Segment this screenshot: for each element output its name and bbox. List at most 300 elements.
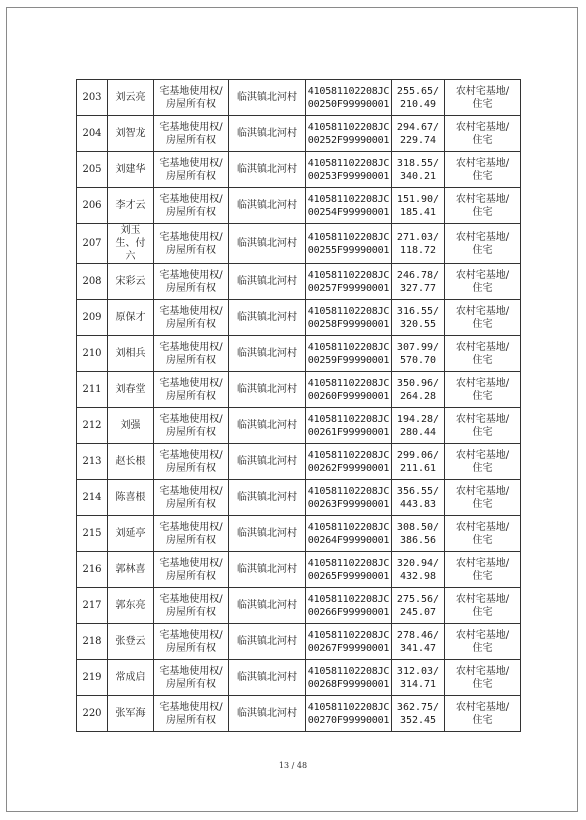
table-row	[77, 660, 521, 696]
cell-owner-name-line: 六	[125, 251, 136, 262]
cell-owner-name-line: 张登云	[115, 636, 146, 647]
cell-area-line: 320.55	[399, 318, 437, 330]
cell-owner-name-line: 刘春堂	[115, 384, 146, 395]
cell-number: 212	[77, 408, 108, 444]
cell-usage-line: 农村宅基地/	[455, 193, 510, 205]
cell-area-line: 432.98	[399, 570, 437, 582]
cell-right-type-line: 宅基地使用权/	[159, 121, 223, 133]
cell-area	[392, 516, 445, 552]
cell-owner-name-line: 张军海	[115, 708, 146, 719]
cell-area	[392, 624, 445, 660]
cell-area-line: 299.06/	[396, 449, 440, 461]
cell-right-type-line: 宅基地使用权/	[159, 377, 223, 389]
cell-owner-name-line: 李才云	[115, 200, 146, 211]
cell-area-line: 352.45	[399, 714, 437, 726]
cell-number: 214	[77, 480, 108, 516]
cell-usage	[445, 408, 521, 444]
cell-location: 临淇镇北河村	[229, 300, 306, 336]
cell-area-line: 386.56	[399, 534, 437, 546]
cell-usage-line: 住宅	[472, 134, 493, 146]
cell-number: 215	[77, 516, 108, 552]
cell-location: 临淇镇北河村	[229, 336, 306, 372]
table-row	[77, 372, 521, 408]
cell-area-line: 318.55/	[396, 157, 440, 169]
cell-right-type	[154, 372, 229, 408]
cell-unit-code-line: 00261F99990001	[307, 426, 390, 438]
cell-usage-line: 农村宅基地/	[455, 413, 510, 425]
cell-owner-name-line: 赵长根	[115, 456, 146, 467]
cell-usage	[445, 188, 521, 224]
table-row	[77, 624, 521, 660]
cell-owner-name	[108, 336, 154, 372]
cell-usage	[445, 660, 521, 696]
cell-unit-code-line: 410581102208JC	[307, 413, 390, 425]
cell-location: 临淇镇北河村	[229, 188, 306, 224]
cell-usage-line: 农村宅基地/	[455, 341, 510, 353]
registry-table-body	[77, 80, 521, 732]
cell-owner-name	[108, 552, 154, 588]
cell-area-line: 341.47	[399, 642, 437, 654]
cell-unit-code-line: 410581102208JC	[307, 157, 390, 169]
cell-area	[392, 480, 445, 516]
cell-unit-code	[306, 116, 392, 152]
cell-location: 临淇镇北河村	[229, 624, 306, 660]
cell-usage-line: 住宅	[472, 534, 493, 546]
cell-owner-name-line: 郭东亮	[115, 600, 146, 611]
cell-right-type-line: 宅基地使用权/	[159, 701, 223, 713]
cell-right-type	[154, 516, 229, 552]
cell-right-type-line: 宅基地使用权/	[159, 231, 223, 243]
cell-area	[392, 372, 445, 408]
cell-number: 218	[77, 624, 108, 660]
cell-area	[392, 444, 445, 480]
cell-unit-code-line: 410581102208JC	[307, 121, 390, 133]
cell-right-type-line: 宅基地使用权/	[159, 341, 223, 353]
cell-usage	[445, 224, 521, 264]
cell-area-line: 118.72	[399, 244, 437, 256]
cell-number: 204	[77, 116, 108, 152]
cell-number: 210	[77, 336, 108, 372]
cell-area-line: 327.77	[399, 282, 437, 294]
cell-usage	[445, 588, 521, 624]
cell-right-type-line: 宅基地使用权/	[159, 413, 223, 425]
cell-unit-code	[306, 552, 392, 588]
cell-unit-code	[306, 516, 392, 552]
cell-unit-code-line: 00264F99990001	[307, 534, 390, 546]
cell-unit-code-line: 00253F99990001	[307, 170, 390, 182]
cell-usage-line: 农村宅基地/	[455, 449, 510, 461]
cell-number: 217	[77, 588, 108, 624]
cell-location: 临淇镇北河村	[229, 444, 306, 480]
cell-owner-name-line: 刘云亮	[115, 92, 146, 103]
cell-unit-code	[306, 224, 392, 264]
cell-usage-line: 住宅	[472, 170, 493, 182]
cell-usage-line: 农村宅基地/	[455, 305, 510, 317]
page-number: 13 / 48	[278, 761, 308, 770]
cell-area-line: 185.41	[399, 206, 437, 218]
cell-unit-code	[306, 80, 392, 116]
cell-area	[392, 224, 445, 264]
cell-location: 临淇镇北河村	[229, 552, 306, 588]
cell-unit-code-line: 00267F99990001	[307, 642, 390, 654]
cell-usage-line: 农村宅基地/	[455, 665, 510, 677]
cell-usage-line: 住宅	[472, 318, 493, 330]
cell-area-line: 194.28/	[396, 413, 440, 425]
cell-unit-code-line: 410581102208JC	[307, 269, 390, 281]
cell-owner-name-line: 郭林喜	[115, 564, 146, 575]
cell-owner-name-line: 刘相兵	[115, 348, 146, 359]
cell-usage-line: 农村宅基地/	[455, 269, 510, 281]
cell-usage-line: 农村宅基地/	[455, 231, 510, 243]
cell-unit-code-line: 00259F99990001	[307, 354, 390, 366]
cell-owner-name	[108, 372, 154, 408]
cell-right-type-line: 房屋所有权	[166, 206, 216, 218]
cell-location: 临淇镇北河村	[229, 80, 306, 116]
cell-right-type	[154, 444, 229, 480]
cell-area-line: 255.65/	[396, 85, 440, 97]
table-row	[77, 152, 521, 188]
cell-area-line: 264.28	[399, 390, 437, 402]
cell-number: 209	[77, 300, 108, 336]
cell-usage	[445, 336, 521, 372]
cell-unit-code-line: 410581102208JC	[307, 557, 390, 569]
cell-right-type	[154, 624, 229, 660]
cell-right-type-line: 房屋所有权	[166, 714, 216, 726]
cell-usage	[445, 116, 521, 152]
cell-right-type-line: 房屋所有权	[166, 244, 216, 256]
cell-right-type	[154, 480, 229, 516]
cell-number: 206	[77, 188, 108, 224]
table-row	[77, 480, 521, 516]
cell-usage-line: 住宅	[472, 354, 493, 366]
cell-right-type-line: 房屋所有权	[166, 462, 216, 474]
cell-owner-name	[108, 264, 154, 300]
cell-unit-code-line: 00255F99990001	[307, 244, 390, 256]
cell-usage-line: 住宅	[472, 642, 493, 654]
cell-owner-name	[108, 152, 154, 188]
cell-unit-code	[306, 444, 392, 480]
cell-area-line: 211.61	[399, 462, 437, 474]
cell-area-line: 294.67/	[396, 121, 440, 133]
cell-right-type-line: 房屋所有权	[166, 678, 216, 690]
cell-owner-name	[108, 480, 154, 516]
cell-area-line: 362.75/	[396, 701, 440, 713]
cell-owner-name	[108, 660, 154, 696]
cell-usage-line: 农村宅基地/	[455, 377, 510, 389]
cell-right-type	[154, 336, 229, 372]
cell-location: 临淇镇北河村	[229, 480, 306, 516]
cell-number: 208	[77, 264, 108, 300]
cell-right-type	[154, 552, 229, 588]
cell-usage-line: 住宅	[472, 390, 493, 402]
cell-usage	[445, 552, 521, 588]
cell-number: 207	[77, 224, 108, 264]
cell-right-type	[154, 660, 229, 696]
cell-unit-code-line: 410581102208JC	[307, 701, 390, 713]
cell-unit-code	[306, 696, 392, 732]
cell-area-line: 356.55/	[396, 485, 440, 497]
cell-area-line: 312.03/	[396, 665, 440, 677]
cell-owner-name-line: 宋彩云	[115, 276, 146, 287]
cell-location: 临淇镇北河村	[229, 660, 306, 696]
cell-area-line: 314.71	[399, 678, 437, 690]
cell-area-line: 246.78/	[396, 269, 440, 281]
cell-area-line: 278.46/	[396, 629, 440, 641]
cell-unit-code-line: 410581102208JC	[307, 341, 390, 353]
cell-area	[392, 264, 445, 300]
cell-area-line: 570.70	[399, 354, 437, 366]
cell-unit-code	[306, 588, 392, 624]
cell-right-type-line: 房屋所有权	[166, 390, 216, 402]
cell-right-type-line: 宅基地使用权/	[159, 521, 223, 533]
cell-right-type-line: 房屋所有权	[166, 170, 216, 182]
cell-number: 220	[77, 696, 108, 732]
cell-area-line: 151.90/	[396, 193, 440, 205]
cell-area	[392, 336, 445, 372]
cell-number: 219	[77, 660, 108, 696]
cell-owner-name	[108, 80, 154, 116]
cell-number: 216	[77, 552, 108, 588]
cell-area	[392, 408, 445, 444]
cell-usage-line: 农村宅基地/	[455, 629, 510, 641]
cell-unit-code-line: 00250F99990001	[307, 98, 390, 110]
cell-unit-code-line: 00263F99990001	[307, 498, 390, 510]
registry-table	[76, 79, 521, 732]
cell-location: 临淇镇北河村	[229, 264, 306, 300]
cell-right-type-line: 房屋所有权	[166, 282, 216, 294]
cell-usage-line: 住宅	[472, 206, 493, 218]
cell-unit-code-line: 410581102208JC	[307, 193, 390, 205]
cell-usage-line: 住宅	[472, 570, 493, 582]
cell-usage-line: 住宅	[472, 678, 493, 690]
cell-usage-line: 住宅	[472, 606, 493, 618]
table-row	[77, 336, 521, 372]
cell-area-line: 275.56/	[396, 593, 440, 605]
cell-usage-line: 住宅	[472, 244, 493, 256]
cell-owner-name	[108, 224, 154, 264]
cell-number: 203	[77, 80, 108, 116]
table-row	[77, 188, 521, 224]
cell-unit-code-line: 00266F99990001	[307, 606, 390, 618]
cell-usage-line: 住宅	[472, 714, 493, 726]
table-row	[77, 444, 521, 480]
cell-owner-name-line: 刘建华	[115, 164, 146, 175]
cell-usage	[445, 444, 521, 480]
cell-area-line: 210.49	[399, 98, 437, 110]
cell-owner-name-line: 刘智龙	[115, 128, 146, 139]
cell-right-type-line: 房屋所有权	[166, 498, 216, 510]
cell-number: 211	[77, 372, 108, 408]
cell-right-type-line: 房屋所有权	[166, 426, 216, 438]
cell-area-line: 308.50/	[396, 521, 440, 533]
cell-unit-code-line: 410581102208JC	[307, 449, 390, 461]
cell-owner-name-line: 常成启	[115, 672, 146, 683]
cell-usage	[445, 264, 521, 300]
cell-usage-line: 农村宅基地/	[455, 485, 510, 497]
cell-right-type	[154, 152, 229, 188]
cell-usage-line: 农村宅基地/	[455, 557, 510, 569]
cell-unit-code	[306, 188, 392, 224]
cell-usage-line: 住宅	[472, 498, 493, 510]
cell-right-type-line: 房屋所有权	[166, 354, 216, 366]
cell-owner-name	[108, 444, 154, 480]
table-row	[77, 552, 521, 588]
cell-usage	[445, 300, 521, 336]
cell-usage-line: 农村宅基地/	[455, 593, 510, 605]
cell-unit-code-line: 00268F99990001	[307, 678, 390, 690]
cell-owner-name	[108, 188, 154, 224]
cell-area-line: 350.96/	[396, 377, 440, 389]
cell-unit-code-line: 410581102208JC	[307, 665, 390, 677]
cell-area	[392, 300, 445, 336]
cell-area	[392, 152, 445, 188]
cell-right-type-line: 宅基地使用权/	[159, 269, 223, 281]
cell-area-line: 229.74	[399, 134, 437, 146]
cell-owner-name-line: 生、付	[115, 238, 146, 249]
cell-right-type-line: 房屋所有权	[166, 642, 216, 654]
cell-right-type-line: 宅基地使用权/	[159, 85, 223, 97]
cell-right-type-line: 房屋所有权	[166, 570, 216, 582]
cell-right-type	[154, 224, 229, 264]
cell-usage-line: 住宅	[472, 282, 493, 294]
cell-number: 205	[77, 152, 108, 188]
cell-right-type-line: 房屋所有权	[166, 534, 216, 546]
cell-right-type-line: 宅基地使用权/	[159, 593, 223, 605]
cell-area	[392, 588, 445, 624]
cell-unit-code-line: 410581102208JC	[307, 305, 390, 317]
cell-owner-name-line: 刘延亭	[115, 528, 146, 539]
cell-right-type-line: 房屋所有权	[166, 318, 216, 330]
cell-usage	[445, 152, 521, 188]
cell-right-type-line: 宅基地使用权/	[159, 485, 223, 497]
table-row	[77, 224, 521, 264]
cell-area	[392, 80, 445, 116]
cell-owner-name	[108, 116, 154, 152]
table-row	[77, 516, 521, 552]
cell-location: 临淇镇北河村	[229, 408, 306, 444]
cell-owner-name-line: 刘玉	[120, 225, 141, 236]
cell-owner-name	[108, 408, 154, 444]
cell-owner-name	[108, 300, 154, 336]
cell-right-type-line: 宅基地使用权/	[159, 449, 223, 461]
cell-unit-code	[306, 336, 392, 372]
cell-usage-line: 农村宅基地/	[455, 157, 510, 169]
cell-usage-line: 农村宅基地/	[455, 121, 510, 133]
table-row	[77, 300, 521, 336]
cell-owner-name-line: 陈喜根	[115, 492, 146, 503]
cell-unit-code-line: 410581102208JC	[307, 485, 390, 497]
cell-area-line: 316.55/	[396, 305, 440, 317]
cell-usage-line: 农村宅基地/	[455, 85, 510, 97]
cell-usage-line: 农村宅基地/	[455, 701, 510, 713]
cell-unit-code-line: 00260F99990001	[307, 390, 390, 402]
table-row	[77, 116, 521, 152]
cell-unit-code-line: 00270F99990001	[307, 714, 390, 726]
cell-area-line: 271.03/	[396, 231, 440, 243]
cell-location: 临淇镇北河村	[229, 516, 306, 552]
cell-right-type	[154, 408, 229, 444]
cell-usage-line: 住宅	[472, 426, 493, 438]
cell-usage	[445, 80, 521, 116]
cell-right-type-line: 房屋所有权	[166, 134, 216, 146]
cell-usage-line: 住宅	[472, 98, 493, 110]
cell-unit-code	[306, 300, 392, 336]
table-row	[77, 696, 521, 732]
cell-unit-code-line: 410581102208JC	[307, 593, 390, 605]
cell-right-type	[154, 264, 229, 300]
cell-unit-code-line: 00257F99990001	[307, 282, 390, 294]
cell-unit-code-line: 00258F99990001	[307, 318, 390, 330]
cell-unit-code-line: 410581102208JC	[307, 521, 390, 533]
cell-usage	[445, 696, 521, 732]
cell-area	[392, 116, 445, 152]
cell-owner-name	[108, 516, 154, 552]
cell-location: 临淇镇北河村	[229, 152, 306, 188]
table-row	[77, 408, 521, 444]
cell-right-type	[154, 300, 229, 336]
cell-unit-code-line: 00254F99990001	[307, 206, 390, 218]
cell-usage	[445, 372, 521, 408]
cell-area-line: 245.07	[399, 606, 437, 618]
cell-owner-name	[108, 624, 154, 660]
cell-unit-code-line: 00262F99990001	[307, 462, 390, 474]
cell-unit-code-line: 410581102208JC	[307, 85, 390, 97]
cell-unit-code-line: 00265F99990001	[307, 570, 390, 582]
cell-right-type-line: 房屋所有权	[166, 98, 216, 110]
cell-unit-code	[306, 408, 392, 444]
cell-unit-code	[306, 624, 392, 660]
cell-area	[392, 552, 445, 588]
cell-unit-code	[306, 264, 392, 300]
cell-area-line: 280.44	[399, 426, 437, 438]
cell-area-line: 443.83	[399, 498, 437, 510]
cell-location: 临淇镇北河村	[229, 588, 306, 624]
cell-number: 213	[77, 444, 108, 480]
cell-owner-name-line: 刘强	[120, 420, 141, 431]
cell-area-line: 320.94/	[396, 557, 440, 569]
cell-usage-line: 住宅	[472, 462, 493, 474]
table-row	[77, 80, 521, 116]
cell-unit-code-line: 00252F99990001	[307, 134, 390, 146]
cell-right-type	[154, 80, 229, 116]
cell-unit-code-line: 410581102208JC	[307, 629, 390, 641]
cell-right-type-line: 宅基地使用权/	[159, 305, 223, 317]
cell-usage	[445, 624, 521, 660]
cell-area	[392, 660, 445, 696]
table-row	[77, 588, 521, 624]
cell-area-line: 307.99/	[396, 341, 440, 353]
cell-right-type-line: 宅基地使用权/	[159, 193, 223, 205]
table-row	[77, 264, 521, 300]
cell-unit-code	[306, 660, 392, 696]
cell-usage	[445, 480, 521, 516]
cell-unit-code-line: 410581102208JC	[307, 377, 390, 389]
cell-right-type	[154, 588, 229, 624]
cell-owner-name	[108, 696, 154, 732]
cell-owner-name	[108, 588, 154, 624]
cell-location: 临淇镇北河村	[229, 116, 306, 152]
cell-usage-line: 农村宅基地/	[455, 521, 510, 533]
cell-right-type-line: 宅基地使用权/	[159, 629, 223, 641]
cell-right-type-line: 宅基地使用权/	[159, 665, 223, 677]
cell-right-type-line: 宅基地使用权/	[159, 557, 223, 569]
cell-right-type	[154, 116, 229, 152]
cell-location: 临淇镇北河村	[229, 224, 306, 264]
cell-area	[392, 188, 445, 224]
cell-right-type-line: 宅基地使用权/	[159, 157, 223, 169]
cell-location: 临淇镇北河村	[229, 372, 306, 408]
cell-location: 临淇镇北河村	[229, 696, 306, 732]
